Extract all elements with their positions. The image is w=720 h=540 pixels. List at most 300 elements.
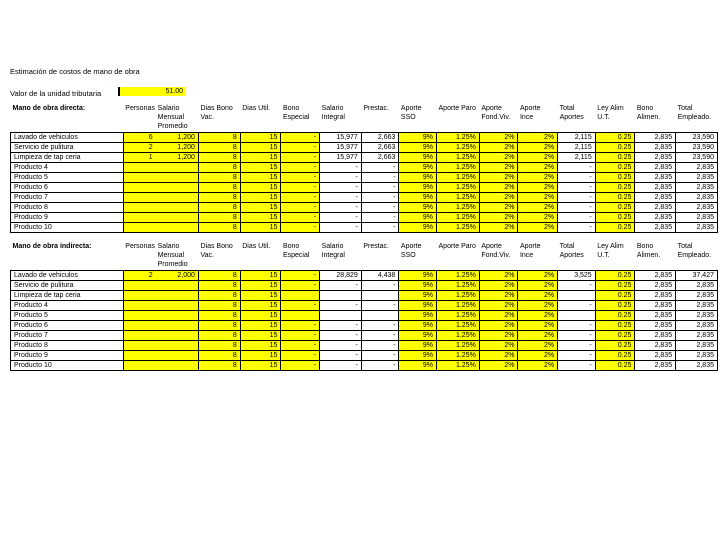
cell[interactable]: 15 xyxy=(240,183,281,193)
cell[interactable]: 0.25 xyxy=(595,153,635,163)
cell[interactable]: 2,835 xyxy=(676,291,718,301)
cell[interactable] xyxy=(156,341,199,351)
cell[interactable]: - xyxy=(281,163,320,173)
cell[interactable] xyxy=(320,311,362,321)
cell[interactable]: 0.25 xyxy=(595,311,635,321)
cell[interactable]: - xyxy=(361,223,399,233)
cell[interactable]: - xyxy=(320,351,362,361)
cell[interactable]: 0.25 xyxy=(595,143,635,153)
cell[interactable]: 2,835 xyxy=(635,291,676,301)
cell[interactable]: 23,590 xyxy=(676,133,718,143)
cell[interactable]: 8 xyxy=(198,331,240,341)
cell[interactable]: - xyxy=(320,223,362,233)
cell[interactable] xyxy=(123,203,155,213)
cell[interactable]: 1.25% xyxy=(437,133,480,143)
cell[interactable]: 2% xyxy=(518,281,558,291)
cell[interactable]: - xyxy=(281,321,320,331)
cell[interactable]: 2,835 xyxy=(676,321,718,331)
cell[interactable] xyxy=(281,311,320,321)
cell[interactable]: 1.25% xyxy=(437,341,480,351)
cell[interactable]: 2% xyxy=(518,153,558,163)
cell[interactable]: 2,835 xyxy=(635,271,676,281)
cell[interactable]: 9% xyxy=(399,301,437,311)
cell[interactable]: 15 xyxy=(240,281,281,291)
cell[interactable]: - xyxy=(558,173,596,183)
cell[interactable]: 37,427 xyxy=(676,271,718,281)
cell[interactable]: - xyxy=(281,133,320,143)
cell[interactable]: 1.25% xyxy=(437,183,480,193)
cell[interactable]: 2,835 xyxy=(635,213,676,223)
cell[interactable]: 0.25 xyxy=(595,351,635,361)
cell[interactable]: 0.25 xyxy=(595,223,635,233)
cell[interactable]: 15 xyxy=(240,311,281,321)
cell[interactable]: 9% xyxy=(399,153,437,163)
cell[interactable]: 15 xyxy=(240,173,281,183)
cell[interactable]: 2% xyxy=(479,321,518,331)
cell[interactable]: 2% xyxy=(518,361,558,371)
cell[interactable]: 2% xyxy=(479,173,518,183)
cell[interactable] xyxy=(156,213,199,223)
cell[interactable]: 1.25% xyxy=(437,223,480,233)
cell[interactable]: 2% xyxy=(518,213,558,223)
cell[interactable]: 15,977 xyxy=(320,143,362,153)
cell[interactable]: - xyxy=(281,193,320,203)
cell[interactable]: 8 xyxy=(198,173,240,183)
cell[interactable]: 2% xyxy=(518,321,558,331)
cell[interactable]: - xyxy=(558,223,596,233)
cell[interactable]: 1 xyxy=(123,153,155,163)
cell[interactable]: - xyxy=(361,203,399,213)
cell[interactable]: 1.25% xyxy=(437,331,480,341)
cell[interactable]: 9% xyxy=(399,143,437,153)
cell[interactable]: 0.25 xyxy=(595,133,635,143)
cell[interactable]: - xyxy=(320,213,362,223)
cell[interactable]: 8 xyxy=(198,193,240,203)
cell[interactable]: - xyxy=(558,183,596,193)
cell[interactable]: 2,835 xyxy=(635,301,676,311)
cell[interactable] xyxy=(156,173,199,183)
cell[interactable]: 2,835 xyxy=(676,311,718,321)
cell[interactable]: 2% xyxy=(518,291,558,301)
cell[interactable]: 0.25 xyxy=(595,291,635,301)
cell[interactable]: - xyxy=(558,281,596,291)
cell[interactable] xyxy=(123,213,155,223)
cell[interactable] xyxy=(123,361,155,371)
cell[interactable]: 0.25 xyxy=(595,321,635,331)
cell[interactable]: 2,835 xyxy=(635,341,676,351)
cell[interactable]: 1,200 xyxy=(156,143,199,153)
cell[interactable]: 15 xyxy=(240,143,281,153)
cell[interactable]: 2% xyxy=(479,213,518,223)
cell[interactable]: - xyxy=(558,321,596,331)
cell[interactable]: - xyxy=(558,193,596,203)
cell[interactable]: - xyxy=(558,351,596,361)
cell[interactable]: - xyxy=(320,203,362,213)
cell[interactable]: - xyxy=(361,163,399,173)
cell[interactable]: - xyxy=(320,301,362,311)
cell[interactable]: 23,590 xyxy=(676,153,718,163)
cell[interactable]: 1.25% xyxy=(437,193,480,203)
cell[interactable]: 2% xyxy=(479,203,518,213)
cell[interactable]: 15 xyxy=(240,351,281,361)
cell[interactable]: 8 xyxy=(198,143,240,153)
cell[interactable]: - xyxy=(361,173,399,183)
cell[interactable]: 2,835 xyxy=(635,143,676,153)
cell[interactable]: 2,663 xyxy=(361,153,399,163)
cell[interactable] xyxy=(123,301,155,311)
cell[interactable]: 0.25 xyxy=(595,193,635,203)
cell[interactable]: 2% xyxy=(479,153,518,163)
cell[interactable]: 15 xyxy=(240,153,281,163)
cell[interactable]: 2,835 xyxy=(676,281,718,291)
cell[interactable]: 2,835 xyxy=(635,173,676,183)
cell[interactable]: 8 xyxy=(198,271,240,281)
cell[interactable]: 2% xyxy=(479,291,518,301)
cell[interactable]: - xyxy=(361,301,399,311)
cell[interactable]: 9% xyxy=(399,173,437,183)
cell[interactable]: - xyxy=(320,163,362,173)
cell[interactable]: 9% xyxy=(399,183,437,193)
cell[interactable]: 2% xyxy=(479,361,518,371)
cell[interactable]: 2,835 xyxy=(635,331,676,341)
cell[interactable]: 2% xyxy=(518,311,558,321)
cell[interactable]: 9% xyxy=(399,203,437,213)
cell[interactable]: 8 xyxy=(198,321,240,331)
cell[interactable]: 2,835 xyxy=(676,223,718,233)
cell[interactable] xyxy=(558,291,596,301)
cell[interactable] xyxy=(156,361,199,371)
cell[interactable]: - xyxy=(558,213,596,223)
cell[interactable]: - xyxy=(320,173,362,183)
cell[interactable]: 2,835 xyxy=(676,203,718,213)
cell[interactable]: - xyxy=(281,361,320,371)
cell[interactable]: 1,200 xyxy=(156,133,199,143)
cell[interactable] xyxy=(156,321,199,331)
cell[interactable]: 1.25% xyxy=(437,281,480,291)
cell[interactable]: 0.25 xyxy=(595,361,635,371)
cell[interactable]: 15 xyxy=(240,301,281,311)
cell[interactable]: - xyxy=(281,351,320,361)
cell[interactable]: 1.25% xyxy=(437,213,480,223)
cell[interactable]: 2% xyxy=(518,271,558,281)
cell[interactable]: 1,200 xyxy=(156,153,199,163)
cell[interactable] xyxy=(123,163,155,173)
cell[interactable]: 8 xyxy=(198,163,240,173)
cell[interactable]: 2% xyxy=(518,331,558,341)
cell[interactable] xyxy=(156,193,199,203)
cell[interactable]: 28,829 xyxy=(320,271,362,281)
cell[interactable]: - xyxy=(361,193,399,203)
cell[interactable]: - xyxy=(320,183,362,193)
cell[interactable]: 2,835 xyxy=(676,341,718,351)
cell[interactable]: 1.25% xyxy=(437,311,480,321)
cell[interactable]: 1.25% xyxy=(437,351,480,361)
cell[interactable]: 9% xyxy=(399,271,437,281)
cell[interactable]: - xyxy=(320,321,362,331)
cell[interactable]: - xyxy=(320,361,362,371)
cell[interactable]: 2,835 xyxy=(635,321,676,331)
cell[interactable]: 1.25% xyxy=(437,163,480,173)
cell[interactable]: 2,835 xyxy=(676,173,718,183)
cell[interactable]: 8 xyxy=(198,311,240,321)
cell[interactable]: 2% xyxy=(479,271,518,281)
cell[interactable] xyxy=(123,183,155,193)
cell[interactable]: - xyxy=(281,341,320,351)
cell[interactable]: - xyxy=(361,321,399,331)
cell[interactable]: 2% xyxy=(479,143,518,153)
cell[interactable]: 8 xyxy=(198,361,240,371)
cell[interactable]: 2,000 xyxy=(156,271,199,281)
cell[interactable]: 1.25% xyxy=(437,291,480,301)
cell[interactable]: 0.25 xyxy=(595,341,635,351)
cell[interactable]: 0.25 xyxy=(595,213,635,223)
cell[interactable]: 2,835 xyxy=(676,301,718,311)
cell[interactable] xyxy=(123,281,155,291)
cell[interactable]: 0.25 xyxy=(595,331,635,341)
cell[interactable]: - xyxy=(361,361,399,371)
cell[interactable]: 2% xyxy=(479,311,518,321)
cell[interactable] xyxy=(156,163,199,173)
cell[interactable]: 1.25% xyxy=(437,361,480,371)
cell[interactable]: 0.25 xyxy=(595,183,635,193)
cell[interactable]: 2% xyxy=(518,133,558,143)
cell[interactable]: 2,835 xyxy=(676,193,718,203)
cell[interactable]: 8 xyxy=(198,281,240,291)
cell[interactable]: 2,835 xyxy=(635,311,676,321)
cell[interactable] xyxy=(156,291,199,301)
unidad-tributaria-input[interactable]: 51.00 xyxy=(118,87,185,96)
cell[interactable]: - xyxy=(558,301,596,311)
cell[interactable]: 2% xyxy=(479,301,518,311)
cell[interactable]: 9% xyxy=(399,351,437,361)
cell[interactable]: 2% xyxy=(518,351,558,361)
cell[interactable]: - xyxy=(361,341,399,351)
cell[interactable]: 15 xyxy=(240,203,281,213)
cell[interactable] xyxy=(361,291,399,301)
cell[interactable] xyxy=(156,351,199,361)
cell[interactable] xyxy=(123,291,155,301)
cell[interactable]: 2% xyxy=(518,301,558,311)
cell[interactable]: 15 xyxy=(240,213,281,223)
cell[interactable]: - xyxy=(320,341,362,351)
cell[interactable]: 9% xyxy=(399,133,437,143)
cell[interactable]: 2,835 xyxy=(676,163,718,173)
cell[interactable] xyxy=(123,351,155,361)
cell[interactable]: - xyxy=(361,281,399,291)
cell[interactable] xyxy=(156,203,199,213)
cell[interactable]: 1.25% xyxy=(437,301,480,311)
cell[interactable]: 2,835 xyxy=(635,281,676,291)
cell[interactable]: 8 xyxy=(198,223,240,233)
cell[interactable] xyxy=(156,281,199,291)
cell[interactable]: 2,835 xyxy=(676,183,718,193)
cell[interactable]: 15 xyxy=(240,133,281,143)
cell[interactable]: - xyxy=(281,281,320,291)
cell[interactable]: 2,663 xyxy=(361,143,399,153)
cell[interactable]: 3,525 xyxy=(558,271,596,281)
cell[interactable]: 8 xyxy=(198,291,240,301)
cell[interactable]: 2% xyxy=(479,193,518,203)
cell[interactable]: - xyxy=(361,351,399,361)
cell[interactable]: 23,590 xyxy=(676,143,718,153)
cell[interactable]: 2% xyxy=(479,281,518,291)
cell[interactable]: 2 xyxy=(123,271,155,281)
cell[interactable]: 2,835 xyxy=(635,351,676,361)
cell[interactable] xyxy=(156,223,199,233)
cell[interactable]: 8 xyxy=(198,351,240,361)
cell[interactable]: 8 xyxy=(198,341,240,351)
cell[interactable]: 2,835 xyxy=(635,193,676,203)
cell[interactable]: 2% xyxy=(479,351,518,361)
cell[interactable]: 15,977 xyxy=(320,153,362,163)
cell[interactable]: 1.25% xyxy=(437,203,480,213)
cell[interactable]: 2,835 xyxy=(635,203,676,213)
cell[interactable]: 2,835 xyxy=(635,361,676,371)
cell[interactable]: 6 xyxy=(123,133,155,143)
cell[interactable]: 2,835 xyxy=(635,153,676,163)
cell[interactable] xyxy=(123,223,155,233)
cell[interactable]: 2% xyxy=(518,193,558,203)
cell[interactable]: 2,663 xyxy=(361,133,399,143)
cell[interactable]: 1.25% xyxy=(437,173,480,183)
cell[interactable]: 9% xyxy=(399,163,437,173)
cell[interactable]: 0.25 xyxy=(595,203,635,213)
cell[interactable] xyxy=(281,291,320,301)
cell[interactable]: - xyxy=(281,223,320,233)
cell[interactable]: 9% xyxy=(399,331,437,341)
cell[interactable]: 15,977 xyxy=(320,133,362,143)
cell[interactable] xyxy=(156,183,199,193)
cell[interactable]: 2% xyxy=(479,331,518,341)
cell[interactable]: - xyxy=(281,143,320,153)
cell[interactable]: - xyxy=(281,331,320,341)
cell[interactable]: 2,835 xyxy=(676,213,718,223)
cell[interactable]: 2% xyxy=(479,133,518,143)
cell[interactable]: 2% xyxy=(518,173,558,183)
cell[interactable]: 2,115 xyxy=(558,143,596,153)
cell[interactable]: 9% xyxy=(399,213,437,223)
cell[interactable]: 1.25% xyxy=(437,143,480,153)
cell[interactable]: 2% xyxy=(518,341,558,351)
cell[interactable]: - xyxy=(281,183,320,193)
cell[interactable]: 2% xyxy=(518,203,558,213)
cell[interactable]: 2,835 xyxy=(635,163,676,173)
cell[interactable] xyxy=(123,321,155,331)
cell[interactable]: 15 xyxy=(240,223,281,233)
cell[interactable]: - xyxy=(361,331,399,341)
cell[interactable]: 15 xyxy=(240,321,281,331)
cell[interactable]: 1.25% xyxy=(437,321,480,331)
cell[interactable]: 15 xyxy=(240,163,281,173)
cell[interactable]: 2 xyxy=(123,143,155,153)
cell[interactable]: 9% xyxy=(399,341,437,351)
cell[interactable] xyxy=(361,311,399,321)
cell[interactable]: - xyxy=(281,153,320,163)
cell[interactable]: 1.25% xyxy=(437,153,480,163)
cell[interactable]: - xyxy=(281,271,320,281)
cell[interactable]: 0.25 xyxy=(595,163,635,173)
cell[interactable]: 2% xyxy=(518,223,558,233)
cell[interactable]: 8 xyxy=(198,203,240,213)
cell[interactable]: 9% xyxy=(399,361,437,371)
cell[interactable]: - xyxy=(320,193,362,203)
cell[interactable]: - xyxy=(281,203,320,213)
cell[interactable] xyxy=(156,301,199,311)
cell[interactable]: 9% xyxy=(399,311,437,321)
cell[interactable]: 0.25 xyxy=(595,173,635,183)
cell[interactable]: 2% xyxy=(479,341,518,351)
cell[interactable]: 0.25 xyxy=(595,271,635,281)
cell[interactable] xyxy=(123,341,155,351)
cell[interactable]: 4,438 xyxy=(361,271,399,281)
cell[interactable]: 9% xyxy=(399,321,437,331)
cell[interactable]: - xyxy=(320,331,362,341)
cell[interactable]: 8 xyxy=(198,301,240,311)
cell[interactable]: - xyxy=(558,331,596,341)
cell[interactable] xyxy=(320,291,362,301)
cell[interactable]: - xyxy=(281,213,320,223)
cell[interactable]: 15 xyxy=(240,331,281,341)
cell[interactable]: 2% xyxy=(518,163,558,173)
cell[interactable]: - xyxy=(281,301,320,311)
cell[interactable]: - xyxy=(361,213,399,223)
cell[interactable]: 8 xyxy=(198,133,240,143)
cell[interactable]: - xyxy=(281,173,320,183)
cell[interactable]: 15 xyxy=(240,291,281,301)
cell[interactable]: 2,835 xyxy=(635,133,676,143)
cell[interactable]: 9% xyxy=(399,291,437,301)
cell[interactable]: 2% xyxy=(518,183,558,193)
cell[interactable] xyxy=(123,311,155,321)
cell[interactable]: 2% xyxy=(479,183,518,193)
cell[interactable]: 2% xyxy=(479,163,518,173)
cell[interactable]: 2,835 xyxy=(676,351,718,361)
cell[interactable]: - xyxy=(320,281,362,291)
cell[interactable] xyxy=(123,193,155,203)
cell[interactable]: 0.25 xyxy=(595,301,635,311)
cell[interactable]: 8 xyxy=(198,213,240,223)
cell[interactable]: - xyxy=(558,361,596,371)
cell[interactable]: 1.25% xyxy=(437,271,480,281)
cell[interactable]: - xyxy=(361,183,399,193)
cell[interactable]: 15 xyxy=(240,341,281,351)
cell[interactable]: - xyxy=(558,341,596,351)
cell[interactable]: 2,835 xyxy=(676,331,718,341)
cell[interactable] xyxy=(156,331,199,341)
cell[interactable]: 2% xyxy=(479,223,518,233)
cell[interactable] xyxy=(123,331,155,341)
cell[interactable]: 2,115 xyxy=(558,153,596,163)
cell[interactable]: 8 xyxy=(198,183,240,193)
cell[interactable]: 2% xyxy=(518,143,558,153)
cell[interactable]: 15 xyxy=(240,271,281,281)
cell[interactable]: - xyxy=(558,163,596,173)
cell[interactable]: 8 xyxy=(198,153,240,163)
cell[interactable]: 15 xyxy=(240,361,281,371)
cell[interactable]: - xyxy=(558,203,596,213)
cell[interactable]: 9% xyxy=(399,193,437,203)
cell[interactable] xyxy=(156,311,199,321)
cell[interactable]: 2,835 xyxy=(635,223,676,233)
cell[interactable] xyxy=(123,173,155,183)
cell[interactable]: 9% xyxy=(399,223,437,233)
cell[interactable]: 15 xyxy=(240,193,281,203)
cell[interactable]: 2,115 xyxy=(558,133,596,143)
cell[interactable]: 2,835 xyxy=(635,183,676,193)
cell[interactable] xyxy=(558,311,596,321)
cell[interactable]: 9% xyxy=(399,281,437,291)
cell[interactable]: 2,835 xyxy=(676,361,718,371)
